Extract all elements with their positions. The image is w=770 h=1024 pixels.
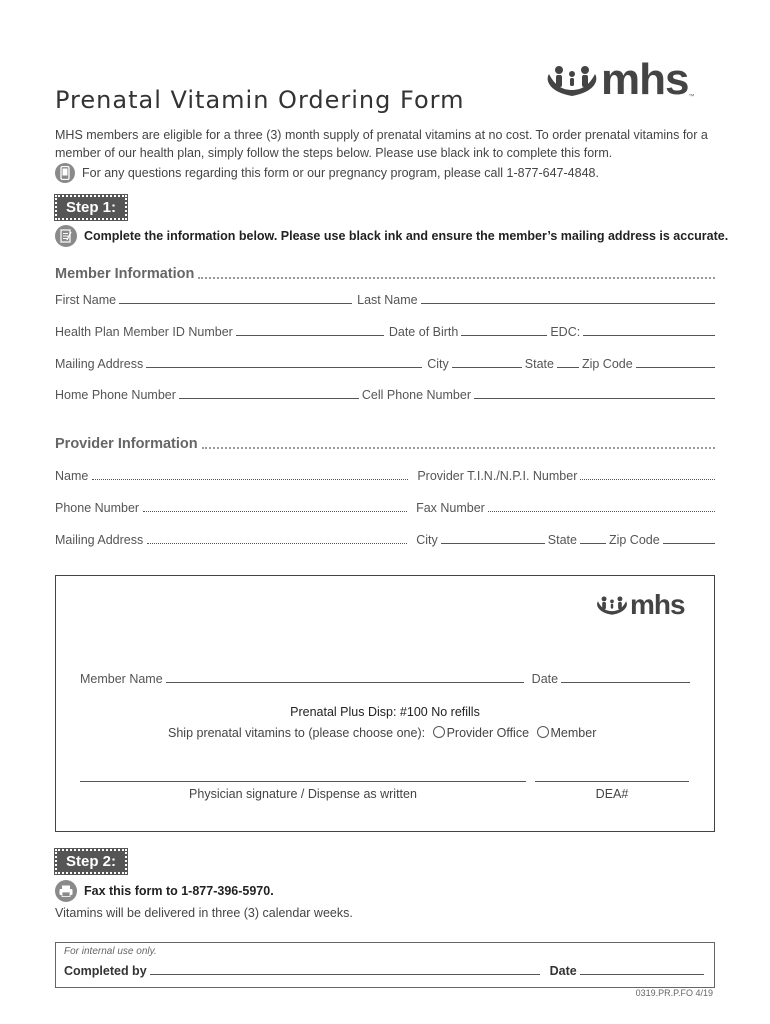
- provider-zip-field[interactable]: [663, 543, 715, 544]
- internal-use-note: For internal use only.: [64, 946, 157, 957]
- logo-text-small: mhs: [630, 589, 685, 620]
- fax-instruction: Fax this form to 1-877-396-5970.: [84, 884, 274, 898]
- phone-icon: [55, 163, 75, 183]
- provider-address-field[interactable]: [147, 543, 407, 544]
- cell-phone-label: Cell Phone Number: [361, 388, 471, 402]
- provider-phone-label: Phone Number: [55, 501, 140, 515]
- completed-by-field[interactable]: [150, 974, 540, 975]
- delivery-note: Vitamins will be delivered in three (3) calendar weeks.: [55, 906, 353, 920]
- internal-date-label: Date: [549, 964, 577, 978]
- family-logo-icon-small: [594, 594, 630, 616]
- provider-name-label: Name: [55, 469, 89, 483]
- rx-date-label: Date: [531, 672, 559, 686]
- mhs-logo: mhs ™: [543, 60, 694, 100]
- ship-to-label: Ship prenatal vitamins to (please choose one):: [168, 726, 426, 740]
- provider-fax-field[interactable]: [488, 511, 715, 512]
- provider-state-field[interactable]: [580, 543, 606, 544]
- intro-text: MHS members are eligible for a three (3) month supply of prenatal vitamins at no cost. To order prenatal vitamins for a member of our health plan, simply follow the steps below. Please use black ink to complete this form.: [55, 128, 708, 160]
- page-title: Prenatal Vitamin Ordering Form: [55, 86, 465, 114]
- member-id-field[interactable]: [236, 335, 384, 336]
- member-address-label: Mailing Address: [55, 357, 144, 371]
- dob-label: Date of Birth: [388, 325, 459, 339]
- provider-state-label: State: [547, 533, 577, 547]
- provider-tin-label: Provider T.I.N./N.P.I. Number: [417, 469, 578, 483]
- signature-field[interactable]: [80, 781, 526, 782]
- provider-fax-label: Fax Number: [416, 501, 485, 515]
- signature-label: Physician signature / Dispense as written: [189, 787, 417, 801]
- provider-city-label: City: [416, 533, 438, 547]
- member-state-field[interactable]: [557, 367, 579, 368]
- phone-note: For any questions regarding this form or our pregnancy program, please call 1-877-647-4848.: [82, 166, 599, 180]
- first-name-label: First Name: [55, 293, 117, 307]
- form-code: 0319.PR.P.FO 4/19: [635, 988, 713, 998]
- provider-info-heading: Provider Information: [55, 436, 198, 452]
- member-radio[interactable]: [537, 726, 549, 738]
- member-address-field[interactable]: [146, 367, 422, 368]
- form-icon: [55, 225, 77, 247]
- provider-city-field[interactable]: [441, 543, 545, 544]
- home-phone-label: Home Phone Number: [55, 388, 176, 402]
- member-info-heading: Member Information: [55, 266, 195, 282]
- rx-member-name-field[interactable]: [166, 682, 524, 683]
- provider-office-radio[interactable]: [433, 726, 445, 738]
- provider-zip-label: Zip Code: [608, 533, 660, 547]
- member-state-label: State: [524, 357, 554, 371]
- member-option-label: Member: [550, 726, 597, 740]
- member-zip-field[interactable]: [636, 367, 715, 368]
- fax-icon: [55, 880, 77, 902]
- member-id-label: Health Plan Member ID Number: [55, 325, 233, 339]
- provider-office-label: Provider Office: [446, 726, 530, 740]
- cell-phone-field[interactable]: [474, 398, 715, 399]
- member-city-label: City: [427, 357, 449, 371]
- dea-field[interactable]: [535, 781, 689, 782]
- step-1-instruction: Complete the information below. Please use black ink and ensure the member’s mailing address is accurate.: [84, 229, 729, 243]
- internal-date-field[interactable]: [580, 974, 704, 975]
- edc-field[interactable]: [583, 335, 715, 336]
- provider-address-label: Mailing Address: [55, 533, 144, 547]
- last-name-field[interactable]: [421, 303, 715, 304]
- completed-by-label: Completed by: [64, 964, 147, 978]
- member-city-field[interactable]: [452, 367, 522, 368]
- first-name-field[interactable]: [119, 303, 352, 304]
- rx-member-name-label: Member Name: [80, 672, 163, 686]
- dob-field[interactable]: [461, 335, 547, 336]
- member-zip-label: Zip Code: [581, 357, 633, 371]
- mhs-logo-small: [594, 589, 685, 620]
- last-name-label: Last Name: [357, 293, 418, 307]
- edc-label: EDC:: [550, 325, 581, 339]
- step-2-badge: Step 2:: [55, 849, 127, 874]
- provider-phone-field[interactable]: [143, 511, 407, 512]
- prescription-text: Prenatal Plus Disp: #100 No refills: [290, 705, 480, 719]
- logo-text: mhs: [601, 55, 689, 104]
- dea-label: DEA#: [595, 787, 629, 801]
- home-phone-field[interactable]: [179, 398, 359, 399]
- provider-name-field[interactable]: [92, 479, 408, 480]
- family-logo-icon: [543, 62, 601, 98]
- provider-tin-field[interactable]: [580, 479, 715, 480]
- step-1-badge: Step 1:: [55, 195, 127, 220]
- rx-date-field[interactable]: [561, 682, 690, 683]
